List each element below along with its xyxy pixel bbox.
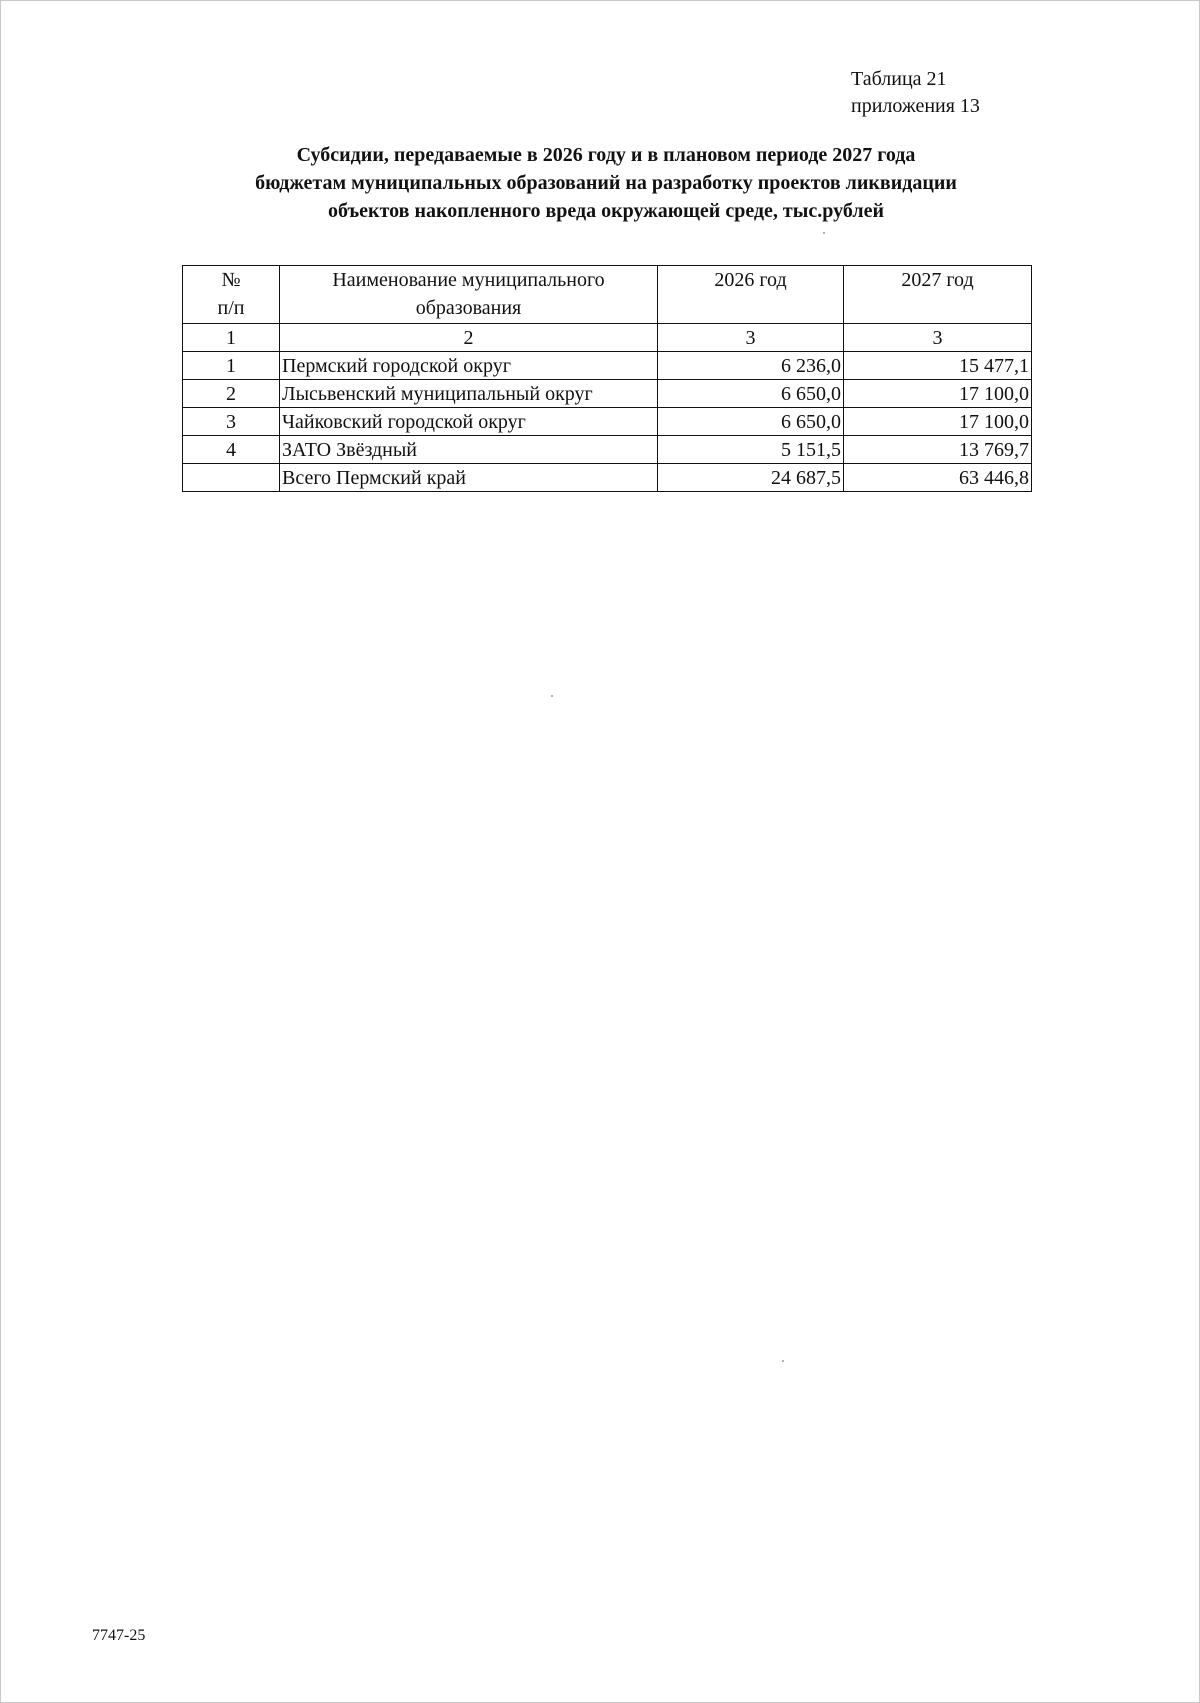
document-title bbox=[180, 141, 1032, 225]
total-row bbox=[183, 464, 1032, 492]
header-number-symbol: № bbox=[221, 269, 241, 291]
table-reference bbox=[851, 66, 980, 120]
municipality-name: Лысьвенский муниципальный округ bbox=[280, 380, 658, 408]
header-name-line-2: образования bbox=[415, 297, 522, 319]
amount-2026: 6 650,0 bbox=[658, 380, 844, 408]
scan-speck bbox=[551, 695, 553, 697]
header-number-label: п/п bbox=[217, 297, 245, 319]
municipality-name: ЗАТО Звёздный bbox=[280, 436, 658, 464]
municipality-name: Пермский городской округ bbox=[280, 352, 658, 380]
total-2026: 24 687,5 bbox=[658, 464, 844, 492]
table-row bbox=[183, 352, 1032, 380]
table-row bbox=[183, 380, 1032, 408]
total-2027: 63 446,8 bbox=[844, 464, 1032, 492]
amount-2026: 5 151,5 bbox=[658, 436, 844, 464]
row-number: 4 bbox=[183, 436, 280, 464]
title-line-3: объектов накопленного вреда окружающей среде, тыс.рублей bbox=[328, 200, 884, 222]
header-year-2027: 2027 год bbox=[844, 266, 1032, 324]
amount-2027: 17 100,0 bbox=[844, 380, 1032, 408]
column-number: 2 bbox=[280, 324, 658, 352]
title-line-1: Субсидии, передаваемые в 2026 году и в плановом периоде 2027 года bbox=[296, 144, 916, 166]
title-line-2: бюджетам муниципальных образований на разработку проектов ликвидации bbox=[255, 172, 957, 194]
row-number: 1 bbox=[183, 352, 280, 380]
header-year-2026: 2026 год bbox=[658, 266, 844, 324]
table-row bbox=[183, 408, 1032, 436]
total-label: Всего Пермский край bbox=[280, 464, 658, 492]
column-number: 3 bbox=[844, 324, 1032, 352]
scan-speck bbox=[823, 232, 825, 234]
amount-2027: 17 100,0 bbox=[844, 408, 1032, 436]
document-code: 7747-25 bbox=[92, 1627, 146, 1644]
total-row-number bbox=[183, 464, 280, 492]
column-number-row bbox=[183, 324, 1032, 352]
header-name-line-1: Наименование муниципального bbox=[332, 269, 605, 291]
amount-2027: 13 769,7 bbox=[844, 436, 1032, 464]
row-number: 2 bbox=[183, 380, 280, 408]
amount-2026: 6 650,0 bbox=[658, 408, 844, 436]
table-number: Таблица 21 bbox=[851, 68, 947, 90]
header-name bbox=[280, 266, 658, 324]
row-number: 3 bbox=[183, 408, 280, 436]
table-header-row bbox=[183, 266, 1032, 324]
column-number: 3 bbox=[658, 324, 844, 352]
appendix-reference: приложения 13 bbox=[851, 95, 980, 117]
table-row bbox=[183, 436, 1032, 464]
scan-speck bbox=[782, 1360, 784, 1362]
amount-2027: 15 477,1 bbox=[844, 352, 1032, 380]
header-number bbox=[183, 266, 280, 324]
column-number: 1 bbox=[183, 324, 280, 352]
amount-2026: 6 236,0 bbox=[658, 352, 844, 380]
subsidies-table bbox=[182, 265, 1032, 492]
municipality-name: Чайковский городской округ bbox=[280, 408, 658, 436]
